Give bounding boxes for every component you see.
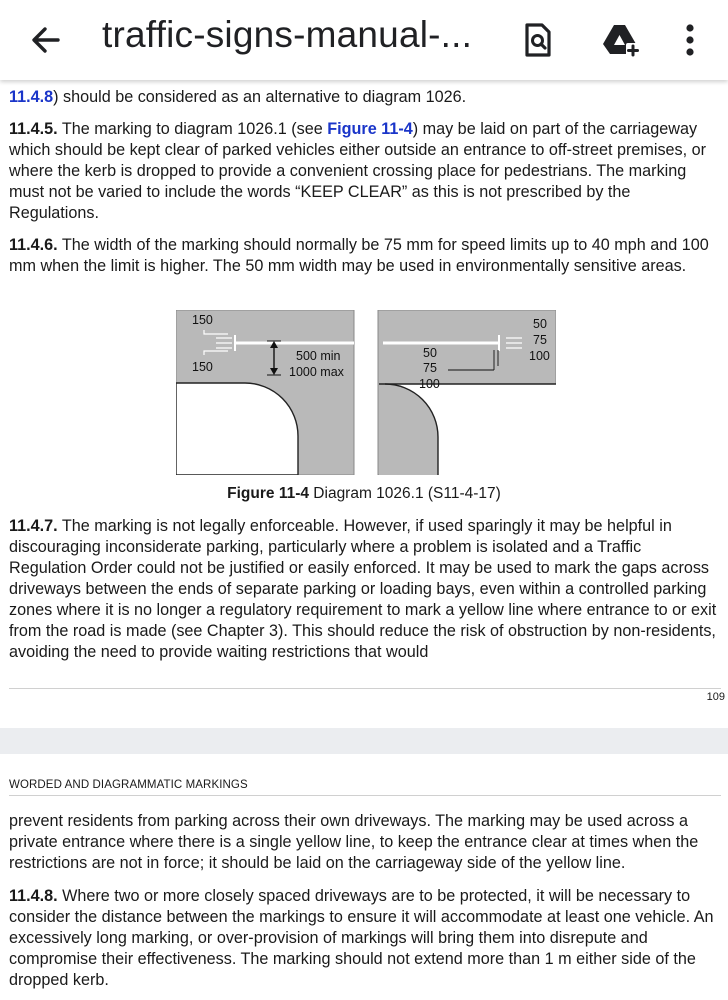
arrow-left-icon[interactable]	[28, 22, 64, 58]
dim-label: 150	[192, 360, 213, 374]
pdf-page-109	[0, 80, 728, 728]
paragraph-number: 11.4.7.	[9, 517, 58, 535]
figure-caption: Figure 11-4 Diagram 1026.1 (S11-4-17)	[227, 485, 501, 502]
add-to-drive-icon[interactable]	[600, 20, 640, 60]
paragraph-number: 11.4.6.	[9, 236, 58, 254]
dim-label: 50	[533, 317, 547, 331]
paragraph-11-4-8: 11.4.8. Where two or more closely spaced driveways are to be protected, it will be necessary to consider the distance between the markings to ensure it will accommodate at least one vehicle. An excessively long marking, or over-provision of markings will bring them into disrepute and compromise their effectiveness. The marking should not extend more than 1 m either side of the dropped kerb.	[9, 887, 714, 989]
page-separator	[0, 728, 728, 754]
figure-link[interactable]: Figure 11-4	[327, 120, 413, 138]
pdf-page-110	[0, 754, 728, 1000]
dim-label: 1000 max	[289, 365, 344, 379]
app-bar	[0, 0, 728, 80]
page-footer-rule	[9, 688, 721, 689]
dim-label: 75	[423, 361, 437, 375]
paragraph-continuation: prevent residents from parking across their own driveways. The marking may be used across a private entrance where there is a single yellow line, to keep the entrance clear at times when the restrictions are not in force; it should be laid on the carriageway side of the yellow line.	[9, 812, 699, 872]
paragraph-number: 11.4.8.	[9, 887, 58, 905]
dim-label: 50	[423, 346, 437, 360]
diagram-right-panel	[378, 310, 556, 475]
find-in-page-icon[interactable]	[518, 20, 558, 60]
paragraph-11-4-5: 11.4.5. The marking to diagram 1026.1 (see Figure 11-4) may be laid on part of the carriageway which should be kept clear of parked vehicles either outside an entrance to off-street premises, or where the kerb is dropped to provide a convenient crossing place for pedestrians. The marking must not be varied to include the words “KEEP CLEAR” as this is not prescribed by the Regulations.	[9, 120, 707, 222]
dim-label: 100	[419, 377, 440, 391]
paragraph-fragment: 11.4.8) should be considered as an alternative to diagram 1026.	[9, 88, 467, 106]
page-number: 109	[706, 691, 725, 703]
running-header: WORDED AND DIAGRAMMATIC MARKINGS	[9, 779, 248, 791]
header-rule	[9, 795, 721, 796]
figure-11-4-diagram	[176, 310, 556, 475]
dim-label: 100	[529, 349, 550, 363]
paragraph-number: 11.4.5.	[9, 120, 58, 138]
dim-label: 75	[533, 333, 547, 347]
more-vert-icon[interactable]	[670, 20, 710, 60]
document-title: traffic-signs-manual-...	[102, 14, 473, 55]
diagram-left-panel	[176, 310, 354, 475]
paragraph-11-4-7: 11.4.7. The marking is not legally enforceable. However, if used sparingly it may be helpful in discouraging inconsiderate parking, particularly where a problem is isolated and a Traffic Regulation Order could not be justified or easily enforced. It may be used to mark the gaps across driveways between the ends of separate parking or loading bays, even within a controlled parking zones where it is no longer a regulatory requirement to mark a yellow line where entrance to or exit from the road is made (see Chapter 3). This should reduce the risk of obstruction by non-residents, avoiding the need to provide waiting restrictions that would	[9, 517, 717, 661]
dim-label: 500 min	[296, 349, 341, 363]
dim-label: 150	[192, 313, 213, 327]
section-link[interactable]: 11.4.8	[9, 88, 54, 106]
paragraph-11-4-6: 11.4.6. The width of the marking should normally be 75 mm for speed limits up to 40 mph and 100 mm when the limit is higher. The 50 mm width may be used in environmentally sensitive areas.	[9, 236, 709, 275]
